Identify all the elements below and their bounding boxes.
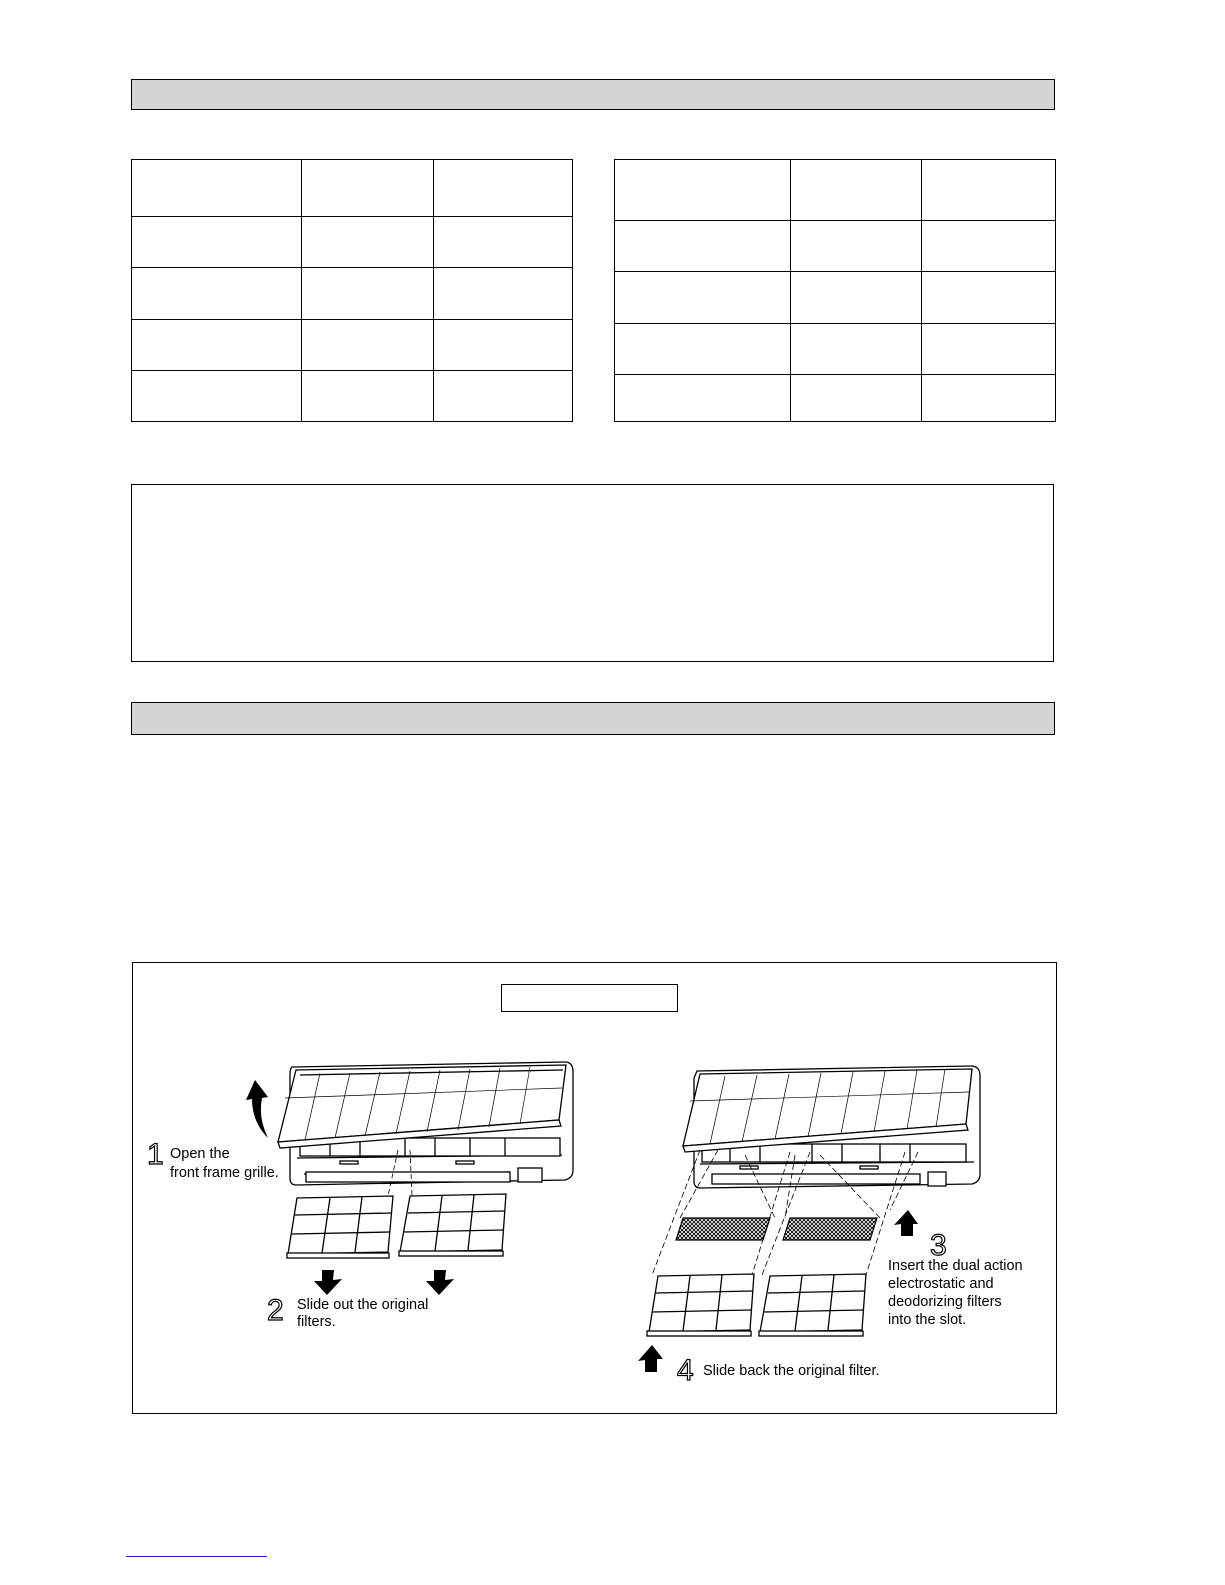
deodorizing-filter-1 <box>676 1218 770 1240</box>
slide-back-arrow-icon <box>638 1345 663 1372</box>
open-grille-arrow-icon <box>246 1080 268 1138</box>
step-caption: into the slot. <box>888 1312 967 1328</box>
slide-out-arrow-icon <box>426 1270 454 1295</box>
step-caption: Insert the dual action <box>888 1258 1023 1274</box>
original-filter-left-1 <box>287 1196 393 1258</box>
step-caption: deodorizing filters <box>888 1294 1002 1310</box>
step-caption: Open the <box>170 1146 230 1162</box>
deodorizing-filter-2 <box>783 1218 877 1240</box>
slide-out-arrow-icon <box>314 1270 342 1295</box>
step-caption: Slide out the original <box>297 1297 429 1313</box>
step-number: 3 <box>930 1229 947 1262</box>
original-filter-right-2 <box>759 1274 866 1336</box>
step-caption: front frame grille. <box>170 1165 279 1181</box>
step-number: 1 <box>147 1138 164 1171</box>
step-number: 2 <box>267 1294 284 1327</box>
original-filter-left-2 <box>399 1194 506 1256</box>
step-number: 4 <box>677 1354 694 1387</box>
step-caption: filters. <box>297 1314 336 1330</box>
air-conditioner-unit-left <box>278 1062 573 1185</box>
step-caption: Slide back the original filter. <box>703 1363 880 1379</box>
footer-link-underline <box>126 1556 267 1557</box>
original-filter-right-1 <box>647 1274 754 1336</box>
step-caption: electrostatic and <box>888 1276 994 1292</box>
